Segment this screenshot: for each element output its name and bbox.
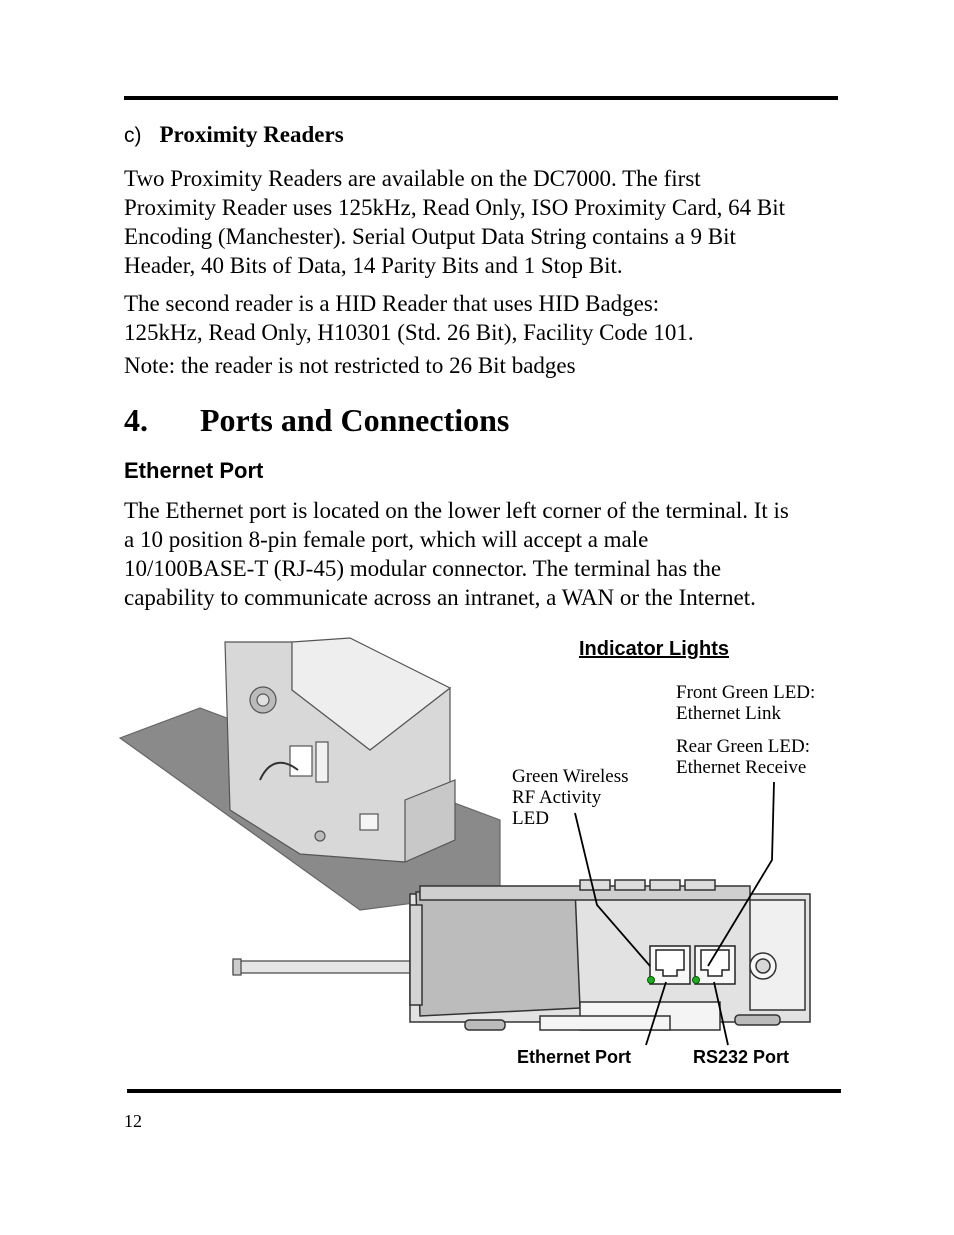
label-line: Front Green LED: [676, 682, 816, 703]
ethernet-paragraph [124, 496, 844, 612]
label-line: LED [512, 808, 549, 829]
label-line: Rear Green LED: [676, 736, 810, 757]
text-line: Two Proximity Readers are available on the DC7000. The first [124, 166, 701, 191]
inset-view [120, 638, 500, 910]
text-line: The Ethernet port is located on the lower left corner of the terminal. It is [124, 498, 789, 523]
subsection-heading [124, 122, 344, 148]
rear-led-label [676, 736, 810, 778]
rear-green-led-icon [693, 977, 700, 984]
page-number: 12 [124, 1111, 142, 1131]
ethernet-port [650, 946, 690, 984]
text-line: capability to communicate across an intranet, a WAN or the Internet. [124, 585, 756, 610]
indicator-lights-figure [110, 630, 845, 1075]
ethernet-port-heading: Ethernet Port [124, 458, 264, 483]
header-rule [124, 96, 838, 100]
section-heading [124, 402, 509, 439]
rs232-port [695, 946, 735, 984]
label-line: Green Wireless [512, 766, 629, 787]
front-led-label [676, 682, 815, 724]
terminal-body [410, 880, 810, 1030]
front-green-led-icon [648, 977, 655, 984]
text-line: 10/100BASE-T (RJ-45) modular connector. The terminal has the [124, 556, 722, 581]
section-number: 4. [124, 402, 148, 438]
subsection-letter: c) [124, 124, 142, 147]
note-text [124, 351, 844, 380]
ethernet-port-label: Ethernet Port [517, 1047, 632, 1067]
label-line: RF Activity [512, 787, 602, 808]
text-line: Proximity Reader uses 125kHz, Read Only, ISO Proximity Card, 64 Bit [124, 195, 785, 220]
text-line: Header, 40 Bits of Data, 14 Parity Bits and 1 Stop Bit. [124, 253, 623, 278]
label-line: Ethernet Link [676, 703, 781, 724]
text-line: a 10 position 8-pin female port, which will accept a male [124, 527, 649, 552]
indicator-lights-title: Indicator Lights [579, 638, 729, 660]
text-line: 125kHz, Read Only, H10301 (Std. 26 Bit), Facility Code 101. [124, 320, 694, 345]
section-title: Ports and Connections [200, 402, 510, 438]
text-line: The second reader is a HID Reader that uses HID Badges: [124, 291, 660, 316]
rs232-port-label: RS232 Port [693, 1047, 790, 1067]
subsection-title: Proximity Readers [159, 122, 344, 147]
proximity-paragraph [124, 164, 844, 280]
hid-reader-paragraph [124, 289, 844, 347]
footer-rule [127, 1089, 841, 1093]
text-line: Note: the reader is not restricted to 26 Bit badges [124, 353, 576, 378]
label-line: Ethernet Receive [676, 757, 807, 778]
text-line: Encoding (Manchester). Serial Output Data String contains a 9 Bit [124, 224, 736, 249]
rf-led-label [512, 766, 629, 829]
